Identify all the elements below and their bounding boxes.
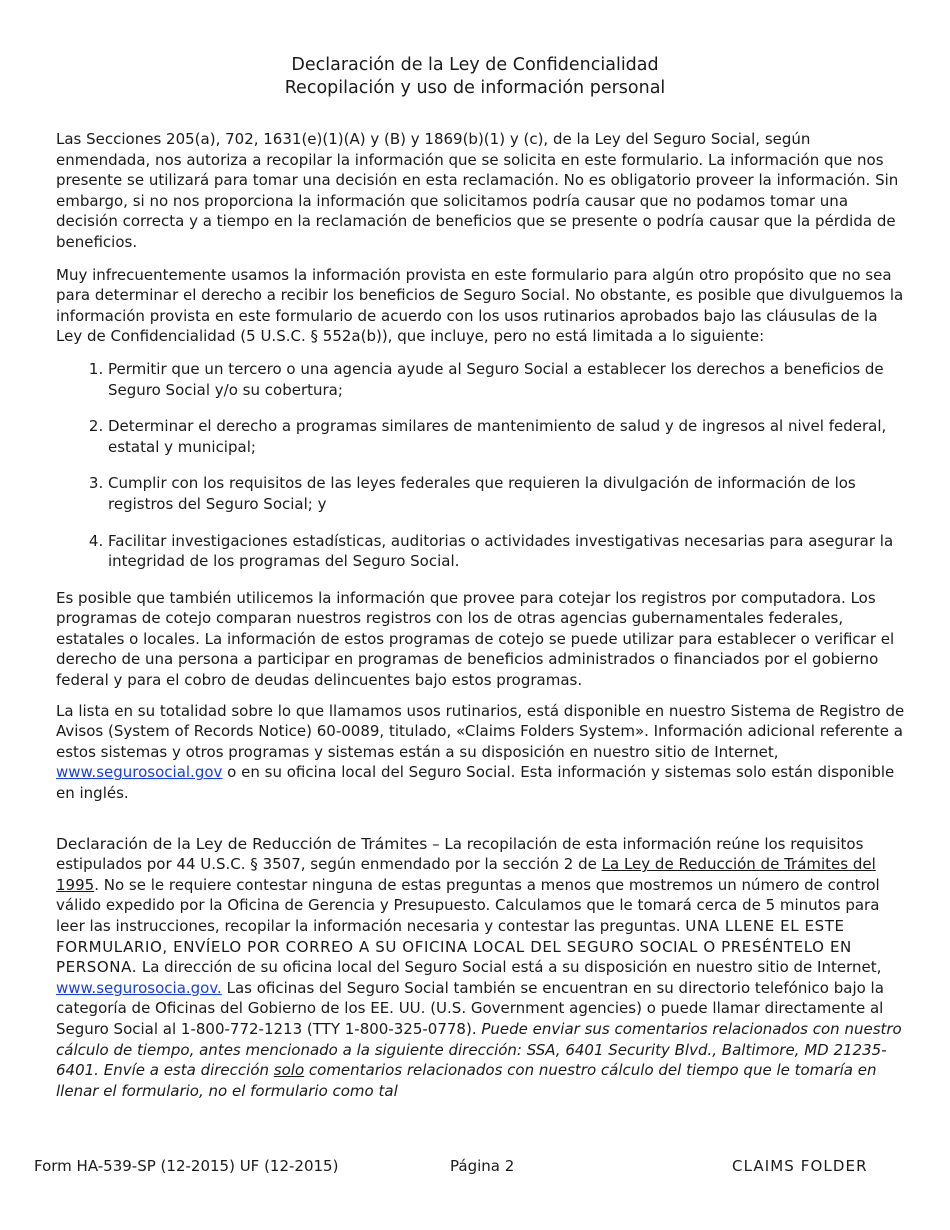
paperwork-paragraph — [56, 834, 906, 1102]
privacy-paragraph-1: Las Secciones 205(a), 702, 1631(e)(1)(A) y (B) y 1869(b)(1) y (c), de la Ley del Seguro Social, según enmendada, nos autoriza a recopilar la información que se solicita en este formulario. La información que nos presente se utilizará para tomar una decisión en esta reclamación. No es obligatorio proveer la información. Sin embargo, si no nos proporciona la información que solicitamos podría causar que no podamos tomar una decisión correcta y a tiempo en la reclamación de beneficios que se presente o podría causar que la pérdida de beneficios. — [56, 130, 899, 251]
paperwork-text-b: . No se le requiere contestar ninguna de estas preguntas a menos que mostremos un número de control válido expedido por la Oficina de Gerencia y Presupuesto. Calculamos que le tomará cerca de 5 minutos para leer las instrucciones, recopilar la información necesaria y contestar las preguntas. — [56, 875, 880, 935]
caps-instruction: UNA LLENE EL ESTE FORMULARIO, ENVÍELO POR CORREO A SU OFICINA LOCAL DEL SEGURO SOCIAL O PRESÉNTELO EN PERSONA. — [56, 917, 852, 977]
privacy-paragraph-4 — [56, 701, 906, 804]
paperwork-heading: Declaración de la Ley de Reducción de Trámites — [56, 834, 428, 853]
segurosocia-link[interactable]: www.segurosocia.gov. — [56, 978, 222, 997]
routine-uses-list — [56, 359, 906, 572]
list-item: 4. Facilitar investigaciones estadísticas, auditorias o actividades investigativas necesarias para asegurar la integridad de los programas del Seguro Social. — [108, 531, 906, 572]
privacy-paragraph-3: Es posible que también utilicemos la información que provee para cotejar los registros por computadora. Los programas de cotejo comparan nuestros registros con los de otras agencias gubernamentales federales, estatales o locales. La información de estos programas de cotejo se puede utilizar para establecer o verificar el derecho de una persona a participar en programas de beneficios administrados o financiados por el gobierno federal y para el cobro de deudas delincuentes bajo estos programas. — [56, 588, 895, 690]
paperwork-text-d: Las oficinas del Seguro Social también se encuentran en su directorio telefónico bajo la categoría de Oficinas del Gobierno de los EE. UU. (U.S. Government agencies) o puede llamar directamente al Seguro Social al 1-800-772-1213 (TTY 1-800-325-0778). — [56, 978, 884, 1038]
comments-italic-solo: solo — [273, 1061, 305, 1080]
form-id: Form HA-539-SP (12-2015) UF (12-2015) — [34, 1157, 339, 1175]
page-number: Página 2 — [450, 1157, 515, 1175]
paperwork-text-c: La dirección de su oficina local del Seguro Social está a su disposición en nuestro sitio de Internet, — [137, 958, 882, 977]
list-item: 1. Permitir que un tercero o una agencia ayude al Seguro Social a establecer los derechos a beneficios de Seguro Social y/o su cobertura; — [108, 359, 906, 400]
title-line-1: Declaración de la Ley de Confidencialidad — [291, 55, 659, 75]
paragraph-4-text-a: La lista en su totalidad sobre lo que llamamos usos rutinarios, está disponible en nuestro Sistema de Registro de Avisos (System of Records Notice) 60-0089, titulado, «Claims Folders System». Información adicional referente a estos sistemas y otros programas y sistemas están a su disposición en nuestro sitio de Internet, — [56, 701, 905, 761]
list-item: 2. Determinar el derecho a programas similares de mantenimiento de salud y de ingresos al nivel federal, estatal y municipal; — [108, 416, 906, 457]
law-reference: La Ley de Reducción de Trámites del 1995 — [56, 855, 876, 894]
paragraph-4-text-b: o en su oficina local del Seguro Social. Esta información y sistemas solo están disponible en inglés. — [56, 763, 895, 803]
claims-folder-label: CLAIMS FOLDER — [732, 1157, 868, 1175]
segurosocial-link[interactable]: www.segurosocial.gov — [56, 763, 223, 782]
document-body — [56, 129, 906, 1101]
privacy-paragraph-2: Muy infrecuentemente usamos la información provista en este formulario para algún otro propósito que no sea para determinar el derecho a recibir los beneficios de Seguro Social. No obstante, es posible que divulguemos la información provista en este formulario de acuerdo con los usos rutinarios aprobados bajo las cláusulas de la Ley de Confidencialidad (5 U.S.C. § 552a(b)), que incluye, pero no está limitada a lo siguiente: — [56, 265, 904, 346]
comments-italic-a: Puede enviar sus comentarios relacionados con nuestro cálculo de tiempo, antes mencionado a la siguiente dirección: SSA, 6401 Security Blvd., Baltimore, MD 21235-6401. Envíe a esta dirección — [56, 1019, 902, 1080]
paperwork-text-a: – La recopilación de esta información reúne los requisitos estipulados por 44 U.S.C. § 3507, según enmendado por la sección 2 de — [56, 834, 864, 874]
comments-italic-b: comentarios relacionados con nuestro cálculo del tiempo que le tomaría en llenar el formulario, no el formulario como tal — [56, 1061, 877, 1100]
title-line-2: Recopilación y uso de información personal — [284, 78, 666, 98]
document-title — [0, 54, 950, 100]
list-item: 3. Cumplir con los requisitos de las leyes federales que requieren la divulgación de información de los registros del Seguro Social; y — [108, 473, 906, 514]
